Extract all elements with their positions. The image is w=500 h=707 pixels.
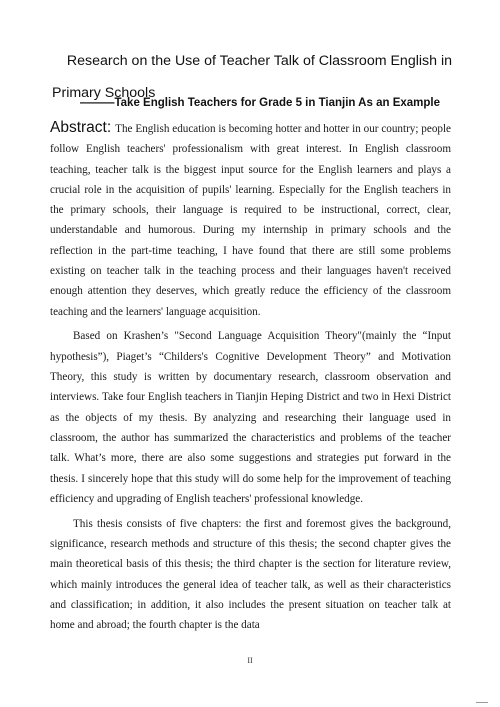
abstract-paragraph-2: Based on Krashen’s "Second Language Acquisition Theory"(mainly the “Input hypothesis”), Piaget’s “Childers's Cognitive Development Theory” and Motivation Theory, this study is written by documentary research, classroom observation and interviews. Take four English teachers in Tianjin Heping District and two in Hexi District as the objects of my thesis. By analyzing and researching their language used in classroom, the author has summarized the characteristics and problems of the teacher talk. What’s more, there are also some suggestions and strategies put forward in the thesis. I sincerely hope that this study will do some help for the improvement of teaching efficiency and upgrading of English teachers' professional knowledge.	[50, 330, 451, 505]
thesis-title-line-2: Primary Schools	[52, 85, 156, 101]
thesis-title-line-1: Research on the Use of Teacher Talk of Classroom English in	[66, 53, 452, 69]
page-number: II	[247, 656, 253, 665]
abstract-paragraph-3: This thesis consists of five chapters: the first and foremost gives the background, significance, research methods and structure of this thesis; the second chapter gives the main theoretical basis of this thesis; the third chapter is the section for literature review, which mainly introduces the general idea of teacher talk, as well as their characteristics and classification; in addition, it also includes the present situation on teacher talk at home and abroad; the fourth chapter is the data	[50, 517, 451, 632]
abstract-paragraph-1	[50, 118, 451, 322]
abstract-paragraph-1-text: The English education is becoming hotter and hotter in our country; people follow English teachers' professionalism with great interest. In English classroom teaching, teacher talk is the biggest input source for the English learners and plays a crucial role in the acquisition of pupils' learning. Especially for the English teachers in the primary schools, their language is required to be instructional, correct, clear, understandable and humorous. During my internship in primary schools and the reflection in the part-time teaching, I have found that there are still some problems existing on teacher talk in the teaching process and their languages haven't received enough attention they deserves, which greatly reduce the efficiency of the classroom teaching and the learners' language acquisition.	[50, 123, 451, 318]
thesis-subtitle: ———Take English Teachers for Grade 5 in Tianjin As an Example	[79, 97, 440, 109]
corner-scan-mark	[476, 696, 488, 703]
abstract-body	[50, 118, 451, 640]
abstract-label: Abstract:	[50, 119, 112, 136]
